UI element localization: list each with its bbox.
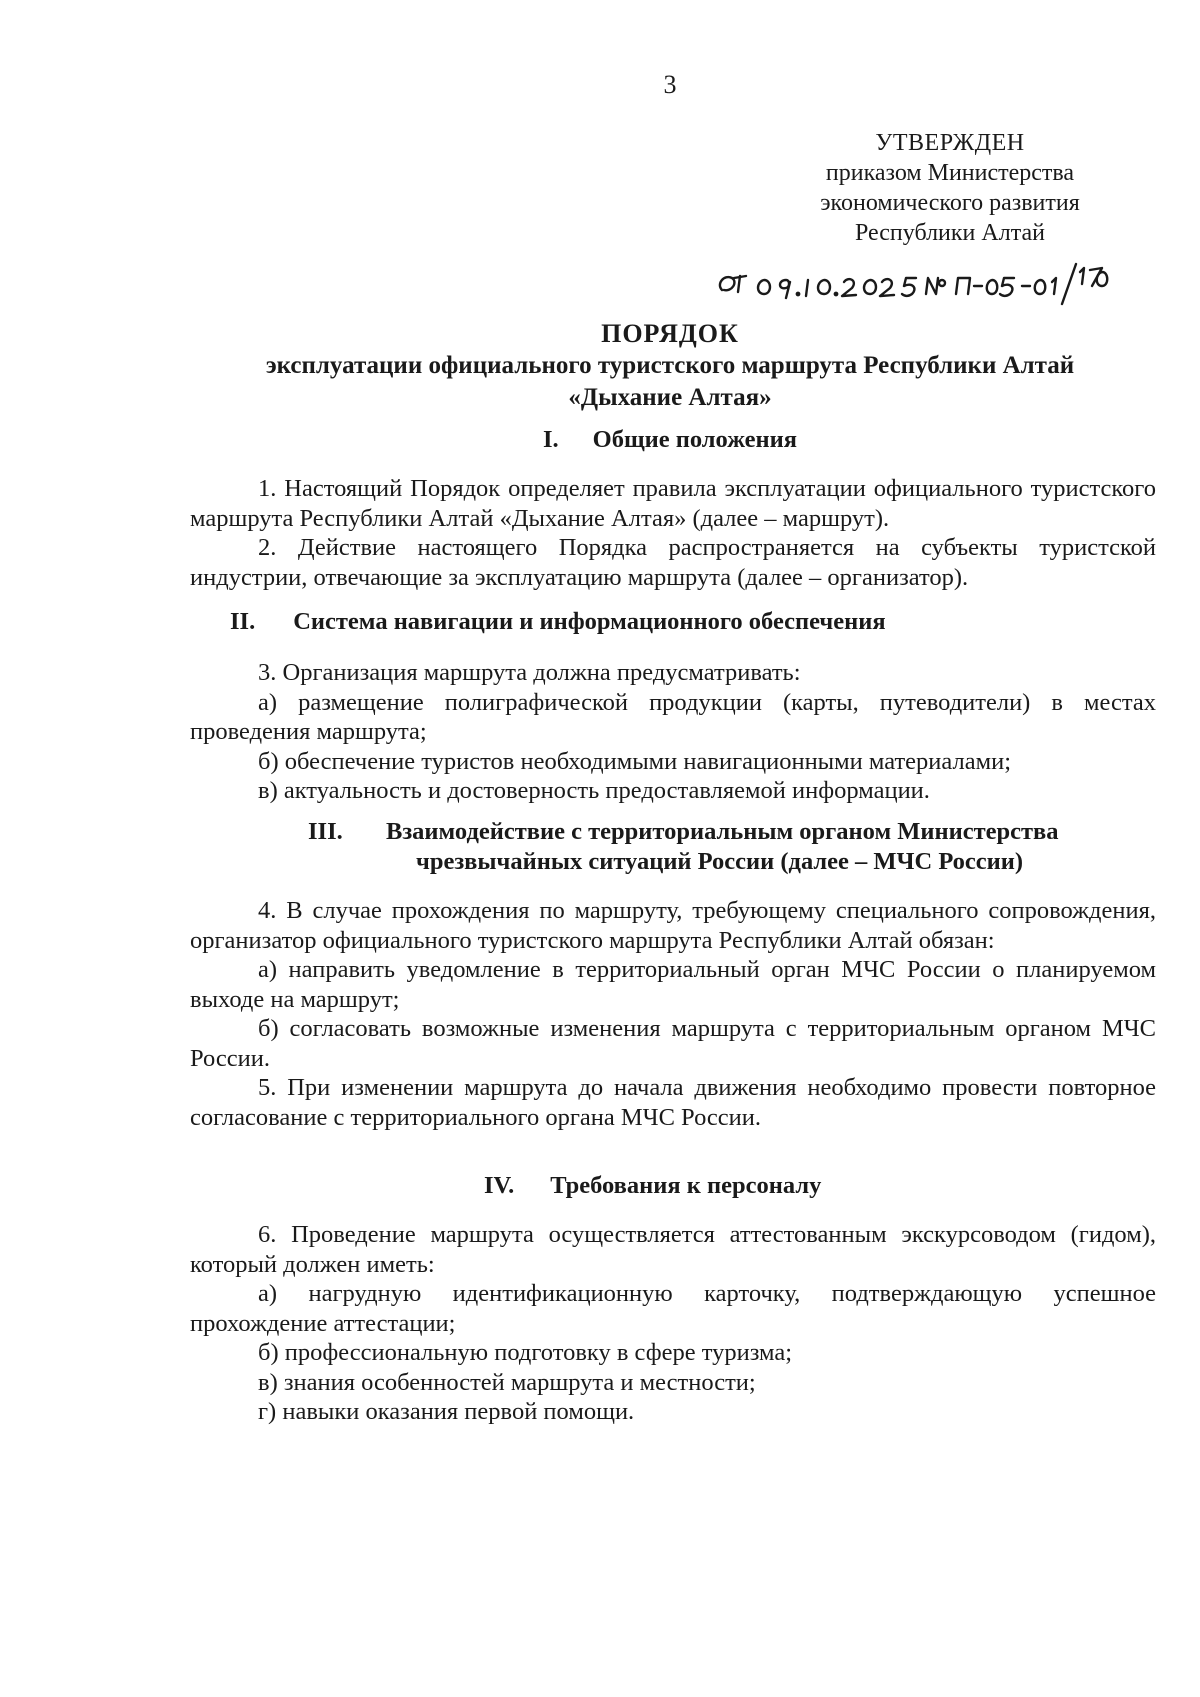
section-body-4 [190, 1220, 1156, 1427]
handwritten-order-date-number [712, 250, 1112, 306]
paragraph-3: 3. Организация маршрута должна предусматривать: [258, 659, 801, 686]
section-number: IV. [484, 1172, 515, 1199]
list-item-a: а) нагрудную идентификационную карточку, подтверждающую успешное прохождение аттестации; [190, 1280, 1156, 1337]
section-title: Общие положения [592, 426, 797, 453]
route-name: «Дыхание Алтая» [568, 384, 772, 411]
section-number: II. [230, 608, 256, 635]
document-title: ПОРЯДОК [601, 319, 739, 348]
list-item-b: б) профессиональную подготовку в сфере туризма; [258, 1339, 793, 1366]
section-heading-2 [230, 606, 1130, 638]
list-item-c: в) знания особенностей маршрута и местности; [258, 1368, 756, 1396]
section-title: Требования к персоналу [550, 1172, 822, 1199]
section-title-line-1: Взаимодействие с территориальным органом Министерства [386, 818, 1059, 845]
list-item-b: б) согласовать возможные изменения маршрута с территориальным органом МЧС России. [190, 1015, 1156, 1072]
paragraph-1: 1. Настоящий Порядок определяет правила эксплуатации официального туристского маршрута Республики Алтай «Дыхание Алтая» (далее – маршрут). [190, 475, 1156, 532]
section-number: III. [308, 818, 343, 845]
paragraph-6: 6. Проведение маршрута осуществляется аттестованным экскурсоводом (гидом), который должен иметь: [190, 1221, 1156, 1278]
approval-line-ministry: экономического развития [820, 190, 1080, 216]
document-title-block [190, 318, 1150, 414]
section-body-1 [190, 474, 1156, 592]
section-heading-1 [190, 424, 1150, 456]
section-number: I. [542, 426, 559, 453]
page-number: 3 [663, 70, 677, 99]
section-title-line-2: чрезвычайных ситуаций России (далее – МЧС России) [416, 848, 1024, 875]
approval-block [790, 128, 1110, 248]
list-item-d: г) навыки оказания первой помощи. [258, 1398, 635, 1425]
section-title: Система навигации и информационного обеспечения [293, 608, 886, 635]
list-item-a: а) размещение полиграфической продукции (карты, путеводители) в местах проведения маршрута; [190, 688, 1156, 745]
approval-line-republic: Республики Алтай [855, 220, 1045, 246]
list-item-a: а) направить уведомление в территориальный орган МЧС России о планируемом выходе на маршрут; [190, 956, 1156, 1013]
paragraph-4: 4. В случае прохождения по маршруту, требующему специального сопровождения, организатор официального туристского маршрута Республики Алтай обязан: [190, 897, 1156, 954]
approval-heading: УТВЕРЖДЕН [875, 130, 1025, 156]
section-body-3 [190, 896, 1156, 1132]
list-item-b: б) обеспечение туристов необходимыми навигационными материалами; [258, 747, 1012, 775]
list-item-c: в) актуальность и достоверность предоставляемой информации. [258, 777, 930, 804]
section-heading-4 [484, 1170, 1084, 1202]
section-body-2 [190, 658, 1156, 806]
approval-line-order: приказом Министерства [825, 160, 1075, 186]
paragraph-5: 5. При изменении маршрута до начала движения необходимо провести повторное согласование с территориального органа МЧС России. [190, 1074, 1156, 1131]
paragraph-2: 2. Действие настоящего Порядка распространяется на субъекты туристской индустрии, отвечающие за эксплуатацию маршрута (далее – организатор). [190, 534, 1156, 591]
document-subtitle: эксплуатации официального туристского маршрута Республики Алтай [265, 352, 1075, 379]
